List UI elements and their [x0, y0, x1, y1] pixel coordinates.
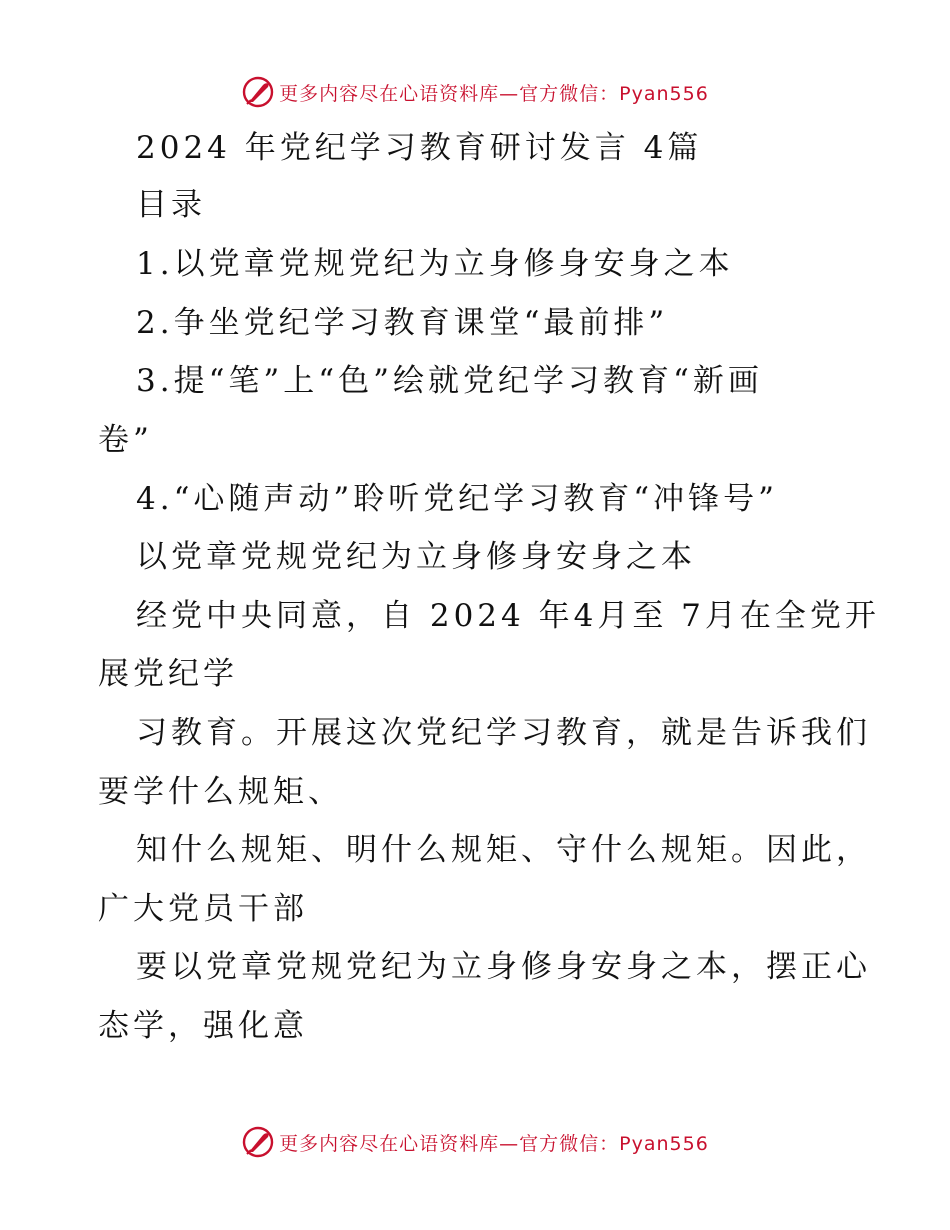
toc-item-3-continued: 卷” — [98, 422, 153, 458]
toc-item-3: 3.提“笔”上“色”绘就党纪学习教育“新画 — [136, 363, 763, 399]
quill-logo-icon — [241, 75, 275, 109]
footer-watermark-banner — [0, 1122, 950, 1162]
toc-heading: 目录 — [136, 187, 206, 223]
document-title: 2024 年党纪学习教育研讨发言 4篇 — [136, 130, 703, 166]
toc-item-2: 2.争坐党纪学习教育课堂“最前排” — [136, 305, 669, 341]
toc-item-4: 4.“心随声动”聆听党纪学习教育“冲锋号” — [136, 481, 778, 517]
header-watermark-banner — [0, 72, 950, 112]
section-title: 以党章党规党纪为立身修身安身之本 — [136, 539, 696, 575]
watermark-text: 更多内容尽在心语资料库—官方微信：Pyan556 — [279, 1132, 709, 1155]
toc-item-1: 1.以党章党规党纪为立身修身安身之本 — [136, 246, 734, 282]
watermark-text: 更多内容尽在心语资料库—官方微信：Pyan556 — [279, 82, 709, 105]
body-line: 习教育。开展这次党纪学习教育，就是告诉我们 — [136, 715, 871, 751]
body-line: 经党中央同意，自 2024 年4月至 7月在全党开 — [136, 598, 880, 634]
body-line: 态学，强化意 — [98, 1008, 308, 1044]
quill-logo-icon — [241, 1125, 275, 1159]
body-line: 要以党章党规党纪为立身修身安身之本，摆正心 — [136, 949, 871, 985]
body-line: 知什么规矩、明什么规矩、守什么规矩。因此， — [136, 832, 871, 868]
body-line: 展党纪学 — [98, 656, 238, 692]
body-line: 广大党员干部 — [98, 891, 308, 927]
body-line: 要学什么规矩、 — [98, 774, 343, 810]
